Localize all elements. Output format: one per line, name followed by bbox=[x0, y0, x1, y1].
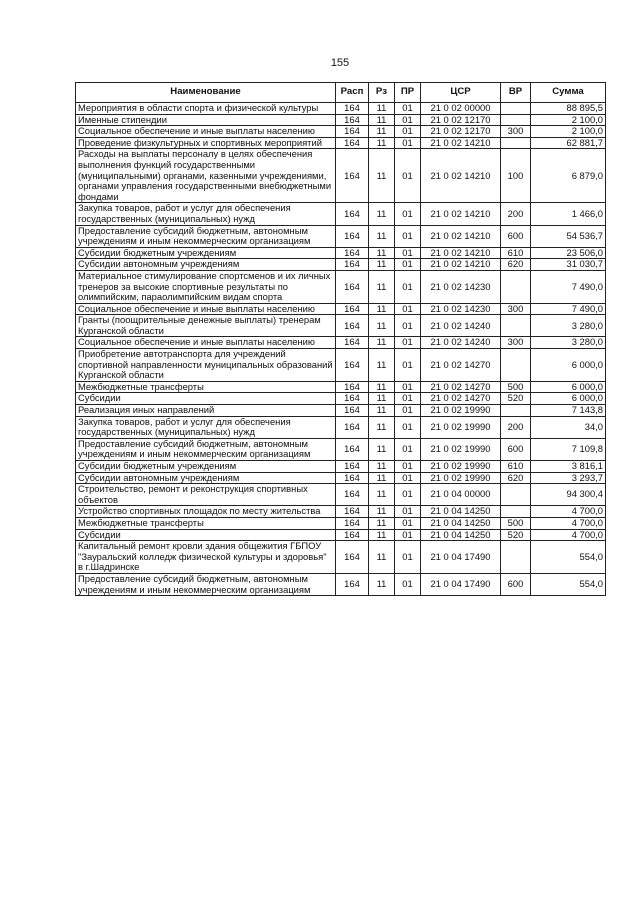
cell-rz: 11 bbox=[369, 517, 395, 529]
cell-csr: 21 0 02 19990 bbox=[421, 472, 501, 484]
cell-pr: 01 bbox=[395, 573, 421, 595]
table-row bbox=[76, 303, 606, 315]
cell-rasp: 164 bbox=[336, 573, 369, 595]
cell-rz: 11 bbox=[369, 529, 395, 541]
cell-name: Расходы на выплаты персоналу в целях обеспечения выполнения функций государственными (муниципальными) органами, казенными учреждениями, органами управления государственными внебюджетными фондами bbox=[76, 149, 336, 203]
cell-rz: 11 bbox=[369, 438, 395, 460]
table-row bbox=[76, 381, 606, 393]
cell-sum: 23 506,0 bbox=[531, 247, 606, 259]
cell-name: Строительство, ремонт и реконструкция спортивных объектов bbox=[76, 484, 336, 506]
cell-rz: 11 bbox=[369, 149, 395, 203]
cell-vr: 300 bbox=[501, 303, 531, 315]
table-body bbox=[76, 103, 606, 596]
cell-rasp: 164 bbox=[336, 472, 369, 484]
cell-csr: 21 0 02 14210 bbox=[421, 225, 501, 247]
cell-csr: 21 0 02 14270 bbox=[421, 393, 501, 405]
cell-name: Предоставление субсидий бюджетным, автономным учреждениям и иным некоммерческим организациям bbox=[76, 225, 336, 247]
cell-name: Предоставление субсидий бюджетным, автономным учреждениям и иным некоммерческим организациям bbox=[76, 438, 336, 460]
cell-rz: 11 bbox=[369, 349, 395, 382]
cell-rz: 11 bbox=[369, 393, 395, 405]
cell-rasp: 164 bbox=[336, 315, 369, 337]
cell-csr: 21 0 02 14230 bbox=[421, 270, 501, 303]
table-row bbox=[76, 114, 606, 126]
cell-name: Устройство спортивных площадок по месту жительства bbox=[76, 506, 336, 518]
cell-vr: 620 bbox=[501, 259, 531, 271]
cell-name: Субсидии автономным учреждениям bbox=[76, 259, 336, 271]
cell-vr: 500 bbox=[501, 517, 531, 529]
cell-name: Социальное обеспечение и иные выплаты населению bbox=[76, 303, 336, 315]
cell-rz: 11 bbox=[369, 461, 395, 473]
cell-vr bbox=[501, 349, 531, 382]
table-row bbox=[76, 103, 606, 115]
cell-vr: 500 bbox=[501, 381, 531, 393]
cell-rasp: 164 bbox=[336, 103, 369, 115]
cell-sum: 4 700,0 bbox=[531, 506, 606, 518]
cell-csr: 21 0 02 14240 bbox=[421, 315, 501, 337]
table-row bbox=[76, 438, 606, 460]
cell-rz: 11 bbox=[369, 506, 395, 518]
cell-sum: 31 030,7 bbox=[531, 259, 606, 271]
cell-csr: 21 0 02 14210 bbox=[421, 137, 501, 149]
cell-csr: 21 0 04 17490 bbox=[421, 573, 501, 595]
cell-name: Материальное стимулирование спортсменов и их личных тренеров за высокие спортивные результаты по олимпийским, параолимпийским видам спорта bbox=[76, 270, 336, 303]
table-row bbox=[76, 484, 606, 506]
cell-pr: 01 bbox=[395, 114, 421, 126]
cell-sum: 554,0 bbox=[531, 541, 606, 574]
cell-name: Межбюджетные трансферты bbox=[76, 517, 336, 529]
cell-sum: 54 536,7 bbox=[531, 225, 606, 247]
table-row bbox=[76, 349, 606, 382]
cell-vr: 300 bbox=[501, 126, 531, 138]
cell-csr: 21 0 04 17490 bbox=[421, 541, 501, 574]
cell-csr: 21 0 02 14210 bbox=[421, 149, 501, 203]
header-vr: ВР bbox=[501, 83, 531, 103]
cell-rasp: 164 bbox=[336, 137, 369, 149]
cell-pr: 01 bbox=[395, 506, 421, 518]
cell-pr: 01 bbox=[395, 541, 421, 574]
cell-vr: 200 bbox=[501, 203, 531, 225]
cell-rasp: 164 bbox=[336, 114, 369, 126]
cell-sum: 6 000,0 bbox=[531, 393, 606, 405]
cell-rasp: 164 bbox=[336, 149, 369, 203]
cell-vr: 600 bbox=[501, 438, 531, 460]
cell-rz: 11 bbox=[369, 126, 395, 138]
cell-vr: 600 bbox=[501, 225, 531, 247]
cell-name: Капитальный ремонт кровли здания общежития ГБПОУ "Зауральский колледж физической культуры и здоровья" в г.Шадринске bbox=[76, 541, 336, 574]
cell-sum: 3 816,1 bbox=[531, 461, 606, 473]
cell-pr: 01 bbox=[395, 461, 421, 473]
cell-rasp: 164 bbox=[336, 349, 369, 382]
cell-rz: 11 bbox=[369, 337, 395, 349]
cell-pr: 01 bbox=[395, 393, 421, 405]
cell-name: Мероприятия в области спорта и физической культуры bbox=[76, 103, 336, 115]
cell-rz: 11 bbox=[369, 259, 395, 271]
cell-pr: 01 bbox=[395, 149, 421, 203]
cell-vr bbox=[501, 270, 531, 303]
cell-vr: 610 bbox=[501, 247, 531, 259]
cell-sum: 554,0 bbox=[531, 573, 606, 595]
page-number: 155 bbox=[330, 57, 350, 69]
cell-pr: 01 bbox=[395, 529, 421, 541]
cell-vr: 100 bbox=[501, 149, 531, 203]
cell-name: Субсидии bbox=[76, 393, 336, 405]
cell-sum: 3 293,7 bbox=[531, 472, 606, 484]
cell-pr: 01 bbox=[395, 416, 421, 438]
cell-rasp: 164 bbox=[336, 225, 369, 247]
cell-name: Субсидии автономным учреждениям bbox=[76, 472, 336, 484]
cell-vr: 600 bbox=[501, 573, 531, 595]
cell-pr: 01 bbox=[395, 203, 421, 225]
cell-rz: 11 bbox=[369, 225, 395, 247]
cell-name: Закупка товаров, работ и услуг для обеспечения государственных (муниципальных) нужд bbox=[76, 203, 336, 225]
cell-rz: 11 bbox=[369, 303, 395, 315]
cell-sum: 1 466,0 bbox=[531, 203, 606, 225]
cell-sum: 4 700,0 bbox=[531, 517, 606, 529]
table-row bbox=[76, 225, 606, 247]
cell-rz: 11 bbox=[369, 270, 395, 303]
cell-rasp: 164 bbox=[336, 381, 369, 393]
cell-csr: 21 0 02 19990 bbox=[421, 461, 501, 473]
cell-name: Реализация иных направлений bbox=[76, 405, 336, 417]
cell-csr: 21 0 02 19990 bbox=[421, 438, 501, 460]
cell-vr bbox=[501, 315, 531, 337]
cell-pr: 01 bbox=[395, 337, 421, 349]
cell-sum: 34,0 bbox=[531, 416, 606, 438]
cell-rasp: 164 bbox=[336, 126, 369, 138]
table-row bbox=[76, 472, 606, 484]
cell-pr: 01 bbox=[395, 405, 421, 417]
cell-name: Закупка товаров, работ и услуг для обеспечения государственных (муниципальных) нужд bbox=[76, 416, 336, 438]
cell-vr: 620 bbox=[501, 472, 531, 484]
cell-pr: 01 bbox=[395, 103, 421, 115]
header-csr: ЦСР bbox=[421, 83, 501, 103]
cell-vr bbox=[501, 103, 531, 115]
cell-rasp: 164 bbox=[336, 203, 369, 225]
table-header-row bbox=[76, 83, 606, 103]
cell-pr: 01 bbox=[395, 303, 421, 315]
cell-vr: 610 bbox=[501, 461, 531, 473]
cell-name: Межбюджетные трансферты bbox=[76, 381, 336, 393]
cell-csr: 21 0 02 14210 bbox=[421, 259, 501, 271]
cell-csr: 21 0 02 14230 bbox=[421, 303, 501, 315]
cell-csr: 21 0 02 12170 bbox=[421, 114, 501, 126]
header-name: Наименование bbox=[76, 83, 336, 103]
table-row bbox=[76, 126, 606, 138]
cell-sum: 3 280,0 bbox=[531, 337, 606, 349]
header-rz: Рз bbox=[369, 83, 395, 103]
table-row bbox=[76, 461, 606, 473]
cell-sum: 7 109,8 bbox=[531, 438, 606, 460]
cell-sum: 7 490,0 bbox=[531, 303, 606, 315]
cell-vr bbox=[501, 405, 531, 417]
cell-rasp: 164 bbox=[336, 337, 369, 349]
cell-rz: 11 bbox=[369, 247, 395, 259]
table-row bbox=[76, 259, 606, 271]
cell-rz: 11 bbox=[369, 484, 395, 506]
cell-rasp: 164 bbox=[336, 247, 369, 259]
cell-rz: 11 bbox=[369, 315, 395, 337]
header-sum: Сумма bbox=[531, 83, 606, 103]
cell-pr: 01 bbox=[395, 438, 421, 460]
cell-csr: 21 0 02 12170 bbox=[421, 126, 501, 138]
cell-sum: 7 143,8 bbox=[531, 405, 606, 417]
cell-rz: 11 bbox=[369, 114, 395, 126]
header-pr: ПР bbox=[395, 83, 421, 103]
table-row bbox=[76, 506, 606, 518]
cell-sum: 88 895,5 bbox=[531, 103, 606, 115]
table-row bbox=[76, 137, 606, 149]
cell-name: Субсидии бюджетным учреждениям bbox=[76, 461, 336, 473]
cell-sum: 3 280,0 bbox=[531, 315, 606, 337]
table-row bbox=[76, 541, 606, 574]
header-rasp: Расп bbox=[336, 83, 369, 103]
cell-csr: 21 0 04 14250 bbox=[421, 517, 501, 529]
cell-rz: 11 bbox=[369, 203, 395, 225]
cell-pr: 01 bbox=[395, 137, 421, 149]
cell-vr: 520 bbox=[501, 529, 531, 541]
cell-rasp: 164 bbox=[336, 484, 369, 506]
cell-rasp: 164 bbox=[336, 405, 369, 417]
cell-sum: 4 700,0 bbox=[531, 529, 606, 541]
cell-sum: 6 879,0 bbox=[531, 149, 606, 203]
cell-sum: 62 881,7 bbox=[531, 137, 606, 149]
cell-csr: 21 0 02 14210 bbox=[421, 247, 501, 259]
cell-vr: 520 bbox=[501, 393, 531, 405]
cell-rz: 11 bbox=[369, 472, 395, 484]
cell-rz: 11 bbox=[369, 416, 395, 438]
cell-rz: 11 bbox=[369, 405, 395, 417]
table-row bbox=[76, 270, 606, 303]
table-row bbox=[76, 149, 606, 203]
cell-rasp: 164 bbox=[336, 259, 369, 271]
cell-pr: 01 bbox=[395, 472, 421, 484]
table-row bbox=[76, 315, 606, 337]
table-row bbox=[76, 405, 606, 417]
cell-csr: 21 0 04 14250 bbox=[421, 529, 501, 541]
budget-table bbox=[75, 82, 606, 596]
cell-name: Социальное обеспечение и иные выплаты населению bbox=[76, 126, 336, 138]
table-row bbox=[76, 393, 606, 405]
cell-rz: 11 bbox=[369, 103, 395, 115]
cell-vr bbox=[501, 541, 531, 574]
cell-sum: 2 100,0 bbox=[531, 114, 606, 126]
cell-csr: 21 0 02 00000 bbox=[421, 103, 501, 115]
table-row bbox=[76, 337, 606, 349]
cell-pr: 01 bbox=[395, 349, 421, 382]
cell-csr: 21 0 04 00000 bbox=[421, 484, 501, 506]
cell-vr bbox=[501, 484, 531, 506]
cell-name: Гранты (поощрительные денежные выплаты) тренерам Курганской области bbox=[76, 315, 336, 337]
cell-rz: 11 bbox=[369, 137, 395, 149]
cell-pr: 01 bbox=[395, 381, 421, 393]
cell-sum: 7 490,0 bbox=[531, 270, 606, 303]
cell-rasp: 164 bbox=[336, 461, 369, 473]
table-row bbox=[76, 573, 606, 595]
cell-vr bbox=[501, 114, 531, 126]
cell-pr: 01 bbox=[395, 484, 421, 506]
cell-csr: 21 0 02 14240 bbox=[421, 337, 501, 349]
cell-name: Именные стипендии bbox=[76, 114, 336, 126]
cell-rz: 11 bbox=[369, 381, 395, 393]
cell-rz: 11 bbox=[369, 573, 395, 595]
table-row bbox=[76, 517, 606, 529]
cell-name: Социальное обеспечение и иные выплаты населению bbox=[76, 337, 336, 349]
cell-sum: 6 000,0 bbox=[531, 381, 606, 393]
cell-sum: 2 100,0 bbox=[531, 126, 606, 138]
table-row bbox=[76, 203, 606, 225]
table-row bbox=[76, 247, 606, 259]
cell-rasp: 164 bbox=[336, 303, 369, 315]
cell-csr: 21 0 02 19990 bbox=[421, 416, 501, 438]
cell-pr: 01 bbox=[395, 247, 421, 259]
table-row bbox=[76, 416, 606, 438]
cell-vr bbox=[501, 506, 531, 518]
cell-sum: 6 000,0 bbox=[531, 349, 606, 382]
cell-csr: 21 0 04 14250 bbox=[421, 506, 501, 518]
cell-rz: 11 bbox=[369, 541, 395, 574]
cell-pr: 01 bbox=[395, 517, 421, 529]
cell-rasp: 164 bbox=[336, 541, 369, 574]
cell-rasp: 164 bbox=[336, 506, 369, 518]
cell-name: Проведение физкультурных и спортивных мероприятий bbox=[76, 137, 336, 149]
cell-pr: 01 bbox=[395, 315, 421, 337]
cell-name: Приобретение автотранспорта для учреждений спортивной направленности муниципальных образований Курганской области bbox=[76, 349, 336, 382]
cell-rasp: 164 bbox=[336, 416, 369, 438]
cell-vr: 300 bbox=[501, 337, 531, 349]
cell-rasp: 164 bbox=[336, 438, 369, 460]
cell-pr: 01 bbox=[395, 270, 421, 303]
cell-pr: 01 bbox=[395, 225, 421, 247]
cell-vr bbox=[501, 137, 531, 149]
cell-sum: 94 300,4 bbox=[531, 484, 606, 506]
cell-csr: 21 0 02 14270 bbox=[421, 349, 501, 382]
cell-pr: 01 bbox=[395, 126, 421, 138]
cell-name: Субсидии bbox=[76, 529, 336, 541]
cell-rasp: 164 bbox=[336, 270, 369, 303]
cell-rasp: 164 bbox=[336, 517, 369, 529]
cell-rasp: 164 bbox=[336, 393, 369, 405]
cell-name: Субсидии бюджетным учреждениям bbox=[76, 247, 336, 259]
cell-csr: 21 0 02 14270 bbox=[421, 381, 501, 393]
cell-name: Предоставление субсидий бюджетным, автономным учреждениям и иным некоммерческим организациям bbox=[76, 573, 336, 595]
cell-rasp: 164 bbox=[336, 529, 369, 541]
cell-pr: 01 bbox=[395, 259, 421, 271]
table-row bbox=[76, 529, 606, 541]
cell-csr: 21 0 02 19990 bbox=[421, 405, 501, 417]
cell-csr: 21 0 02 14210 bbox=[421, 203, 501, 225]
cell-vr: 200 bbox=[501, 416, 531, 438]
